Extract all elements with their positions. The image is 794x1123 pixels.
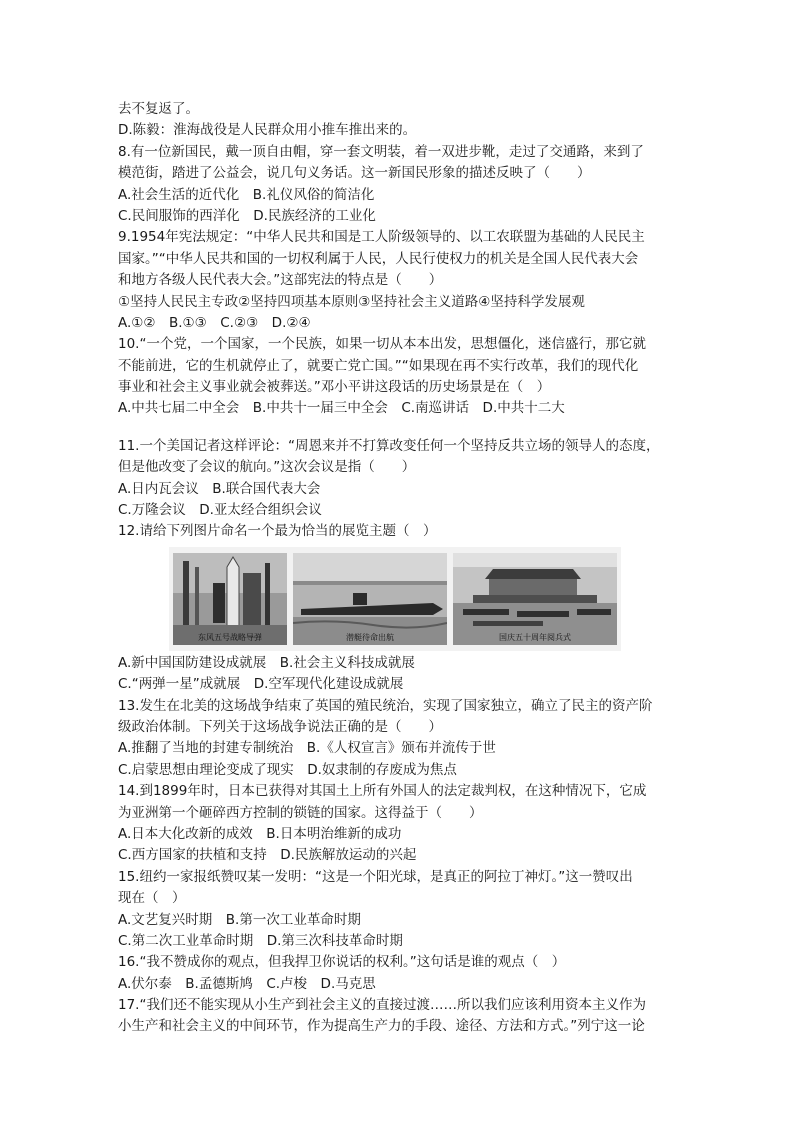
text-block-middle [118, 436, 678, 543]
question-13-stem: 13.发生在北美的这场战争结束了英国的殖民统治，实现了国家独立，确立了民主的资产阶 [118, 697, 653, 714]
answer-option-line: A.新中国国防建设成就展 B.社会主义科技成就展 [118, 654, 415, 671]
missile-image [173, 553, 287, 645]
answer-option-line: C.启蒙思想由理论变成了现实 D.奴隶制的存废成为焦点 [118, 761, 457, 778]
answer-option-line: C.“两弹一星”成就展 D.空军现代化建设成就展 [118, 676, 404, 693]
question-8-stem: 模范街，踏进了公益会，说几句义务话。这一新国民形象的描述反映了（ ） [118, 165, 591, 182]
answer-option-line: D.陈毅：淮海战役是人民群众用小推车推出来的。 [118, 122, 417, 139]
question-11-stem: 但是他改变了会议的航向。”这次会议是指（ ） [118, 459, 416, 476]
question-14-stem: 为亚洲第一个砸碎西方控制的锁链的国家。这得益于（ ） [118, 804, 483, 821]
question-17-stem: 小生产和社会主义的中间环节，作为提高生产力的手段、途径、方法和方式。”列宁这一论 [118, 1018, 645, 1035]
question-9-stem: 和地方各级人民代表大会。”这部宪法的特点是（ ） [118, 272, 443, 289]
blank-gap [118, 420, 678, 436]
answer-option-line: C.民间服饰的西洋化 D.民族经济的工业化 [118, 207, 376, 224]
question-16-stem: 16.“我不赞成你的观点，但我捍卫你说话的权利。”这句话是谁的观点（ ） [118, 954, 566, 971]
question-14-stem: 14.到1899年时，日本已获得对其国土上所有外国人的法定裁判权，在这种情况下，它成 [118, 783, 647, 800]
answer-option-line: C.万隆会议 D.亚太经合组织会议 [118, 502, 322, 519]
text-block-top [118, 99, 678, 420]
text-block-bottom [118, 653, 678, 1038]
question-12-figure [169, 547, 621, 651]
question-17-stem: 17.“我们还不能实现从小生产到社会主义的直接过渡……所以我们应该利用资本主义作为 [118, 997, 646, 1014]
question-13-stem: 级政治体制。下列关于这场战争说法正确的是（ ） [118, 718, 442, 735]
answer-option-line: A.推翻了当地的封建专制统治 B.《人权宣言》颁布并流传于世 [118, 740, 496, 757]
submarine-image [293, 553, 447, 645]
question-11-stem: 11.一个美国记者这样评论：“周恩来并不打算改变任何一个坚持反共立场的领导人的态度， [118, 437, 660, 454]
figure-caption-missile: 东风五号战略导弹 [198, 632, 262, 642]
question-9-statements: ①坚持人民民主专政②坚持四项基本原则③坚持社会主义道路④坚持科学发展观 [118, 293, 585, 310]
answer-option-line: A.伏尔泰 B.孟德斯鸠 C.卢梭 D.马克思 [118, 975, 376, 992]
question-8-stem: 8.有一位新国民，戴一顶自由帽，穿一套文明装，着一双进步靴，走过了交通路，来到了 [118, 143, 644, 160]
question-text [118, 99, 678, 1038]
text-line: 去不复返了。 [118, 101, 199, 117]
answer-option-line: A.日本大化改新的成效 B.日本明治维新的成功 [118, 825, 402, 842]
answer-option-line: A.中共七届二中全会 B.中共十一届三中全会 C.南巡讲话 D.中共十二大 [118, 400, 565, 417]
answer-option-line: A.日内瓦会议 B.联合国代表大会 [118, 480, 321, 497]
missile-photo [173, 553, 287, 645]
question-9-stem: 9.1954年宪法规定：“中华人民共和国是工人阶级领导的、以工农联盟为基础的人民民主 [118, 229, 645, 246]
parade-photo [453, 553, 617, 645]
figure-caption-parade: 国庆五十周年阅兵式 [499, 632, 571, 642]
answer-option-line: C.西方国家的扶植和支持 D.民族解放运动的兴起 [118, 847, 417, 864]
question-15-stem: 15.纽约一家报纸赞叹某一发明：“这是一个阳光球，是真正的阿拉丁神灯。”这一赞叹出 [118, 868, 633, 885]
answer-option-line: A.社会生活的近代化 B.礼仪风俗的简洁化 [118, 186, 375, 203]
question-15-stem: 现在（ ） [118, 890, 186, 907]
figure-caption-submarine: 潜艇待命出航 [346, 632, 394, 642]
question-9-stem: 国家。”“中华人民共和国的一切权利属于人民，人民行使权力的机关是全国人民代表大会 [118, 250, 639, 267]
answer-option-line: C.第二次工业革命时期 D.第三次科技革命时期 [118, 932, 403, 949]
parade-image [453, 553, 617, 645]
question-12-stem: 12.请给下列图片命名一个最为恰当的展览主题（ ） [118, 523, 437, 540]
answer-option-line: A.①② B.①③ C.②③ D.②④ [118, 314, 311, 331]
question-10-stem: 不能前进，它的生机就停止了，就要亡党亡国。”“如果现在再不实行改革，我们的现代化 [118, 357, 639, 374]
question-10-stem: 事业和社会主义事业就会被葬送。”邓小平讲这段话的历史场景是在（ ） [118, 379, 551, 396]
answer-option-line: A.文艺复兴时期 B.第一次工业革命时期 [118, 911, 361, 928]
submarine-photo [293, 553, 447, 645]
question-10-stem: 10.“一个党，一个国家，一个民族，如果一切从本本出发，思想僵化，迷信盛行，那它就 [118, 336, 646, 353]
